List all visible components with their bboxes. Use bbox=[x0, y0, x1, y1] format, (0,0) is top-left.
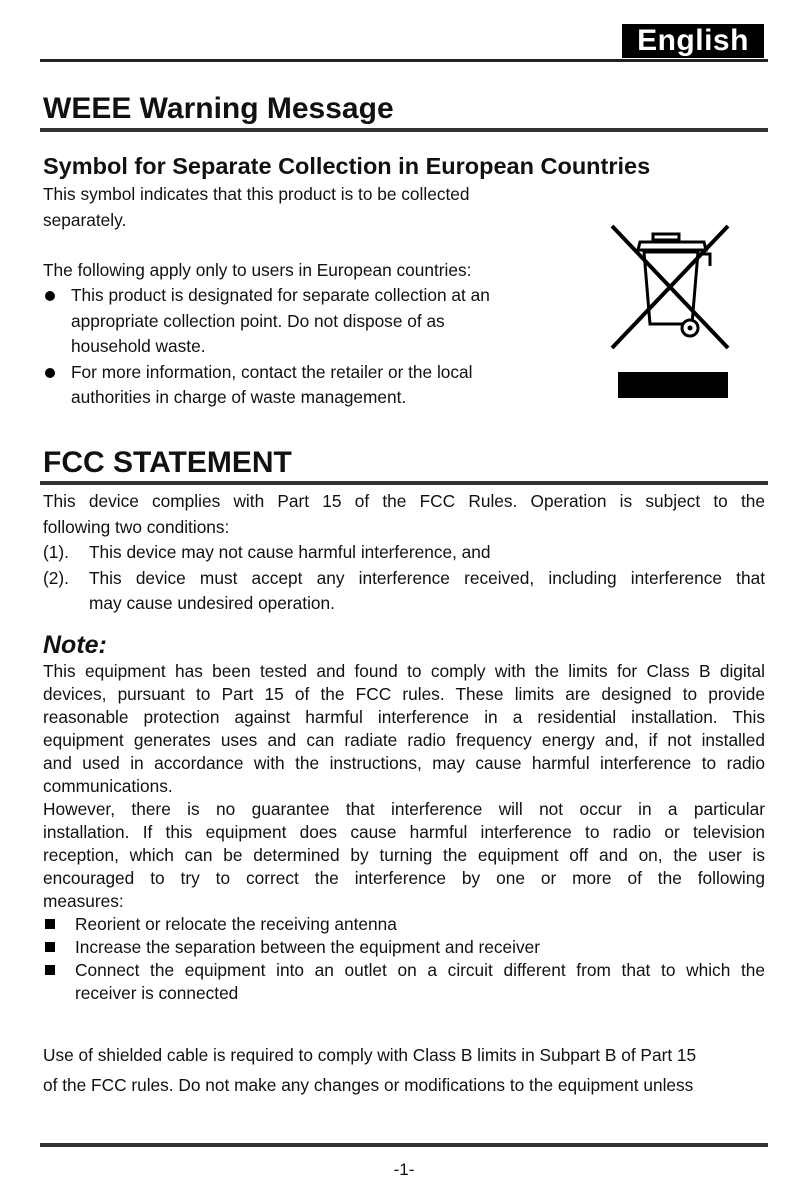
note-line: measures: bbox=[43, 891, 124, 911]
list-item bbox=[43, 360, 563, 411]
bullet-dot-icon bbox=[45, 368, 55, 378]
weee-intro-line: separately. bbox=[43, 209, 127, 230]
weee-intro-line: This symbol indicates that this product is to be collected bbox=[43, 184, 470, 204]
note-body bbox=[43, 660, 765, 913]
condition-line: This device must accept any interference received, including interference that bbox=[89, 567, 765, 588]
weee-intro bbox=[43, 182, 543, 233]
shielded-line: of the FCC rules. Do not make any changes or modifications to the equipment unless bbox=[43, 1075, 694, 1095]
bullet-line: appropriate collection point. Do not dispose of as bbox=[71, 310, 445, 331]
weee-title: WEEE Warning Message bbox=[43, 92, 394, 125]
note-line: reasonable protection against harmful interference in a residential installation. This bbox=[43, 707, 765, 727]
measure-line: Connect the equipment into an outlet on a circuit different from that to which the bbox=[75, 960, 765, 980]
list-item bbox=[43, 283, 563, 360]
fcc-title-rule bbox=[40, 481, 768, 485]
list-item bbox=[43, 936, 765, 959]
list-item bbox=[43, 540, 765, 566]
fcc-intro-line: This device complies with Part 15 of the FCC Rules. Operation is subject to the bbox=[43, 491, 765, 511]
header-rule bbox=[40, 59, 768, 62]
measure-line: Increase the separation between the equipment and receiver bbox=[75, 937, 540, 957]
note-title: Note: bbox=[43, 631, 107, 659]
note-line: and used in accordance with the instructions, may cause harmful interference to radio bbox=[43, 753, 765, 773]
condition-line: This device may not cause harmful interference, and bbox=[89, 542, 491, 562]
shielded-line: Use of shielded cable is required to comply with Class B limits in Subpart B of Part 15 bbox=[43, 1045, 697, 1065]
note-line: However, there is no guarantee that interference will not occur in a particular bbox=[43, 799, 765, 819]
condition-line: may cause undesired operation. bbox=[89, 593, 335, 613]
weee-bullet-list bbox=[43, 283, 563, 411]
measure-line: Reorient or relocate the receiving antenna bbox=[75, 914, 397, 934]
fcc-conditions-list bbox=[43, 540, 765, 617]
list-item bbox=[43, 913, 765, 936]
footer-rule bbox=[40, 1143, 768, 1147]
bullet-line: This product is designated for separate collection at an bbox=[71, 285, 490, 305]
bullet-dot-icon bbox=[45, 291, 55, 301]
note-line: reception, which can be determined by turning the equipment off and on, the user is bbox=[43, 845, 765, 865]
square-bullet-icon bbox=[45, 942, 55, 952]
note-line: communications. bbox=[43, 776, 173, 796]
note-line: installation. If this equipment does cause harmful interference to radio or television bbox=[43, 822, 765, 842]
note-line: encouraged to try to correct the interference by one or more of the following bbox=[43, 868, 765, 888]
bullet-line: household waste. bbox=[71, 336, 206, 356]
note-line: devices, pursuant to Part 15 of the FCC rules. These limits are designed to provide bbox=[43, 684, 765, 704]
weee-title-rule bbox=[40, 128, 768, 132]
square-bullet-icon bbox=[45, 965, 55, 975]
list-item bbox=[43, 959, 765, 1005]
note-line: equipment generates uses and can radiate radio frequency energy and, if not installed bbox=[43, 730, 765, 750]
measure-line: receiver is connected bbox=[75, 983, 239, 1003]
fcc-intro bbox=[43, 489, 765, 540]
weee-crossed-bin-icon bbox=[610, 220, 732, 400]
weee-subtitle: Symbol for Separate Collection in European Countries bbox=[43, 153, 651, 179]
list-item bbox=[43, 566, 765, 617]
weee-apply-intro: The following apply only to users in European countries: bbox=[43, 260, 472, 280]
bullet-line: For more information, contact the retailer or the local bbox=[71, 361, 473, 382]
note-line: This equipment has been tested and found to comply with the limits for Class B digital bbox=[43, 661, 765, 681]
page-number: -1- bbox=[393, 1160, 415, 1179]
bullet-line: authorities in charge of waste management. bbox=[71, 387, 407, 407]
condition-number: (2). bbox=[43, 567, 69, 588]
condition-number: (1). bbox=[43, 542, 69, 562]
shielded-cable-paragraph bbox=[43, 1040, 765, 1100]
measures-list bbox=[43, 913, 765, 1005]
fcc-intro-line: following two conditions: bbox=[43, 516, 230, 537]
language-tab: English bbox=[622, 24, 764, 58]
fcc-title: FCC STATEMENT bbox=[43, 446, 292, 479]
square-bullet-icon bbox=[45, 919, 55, 929]
